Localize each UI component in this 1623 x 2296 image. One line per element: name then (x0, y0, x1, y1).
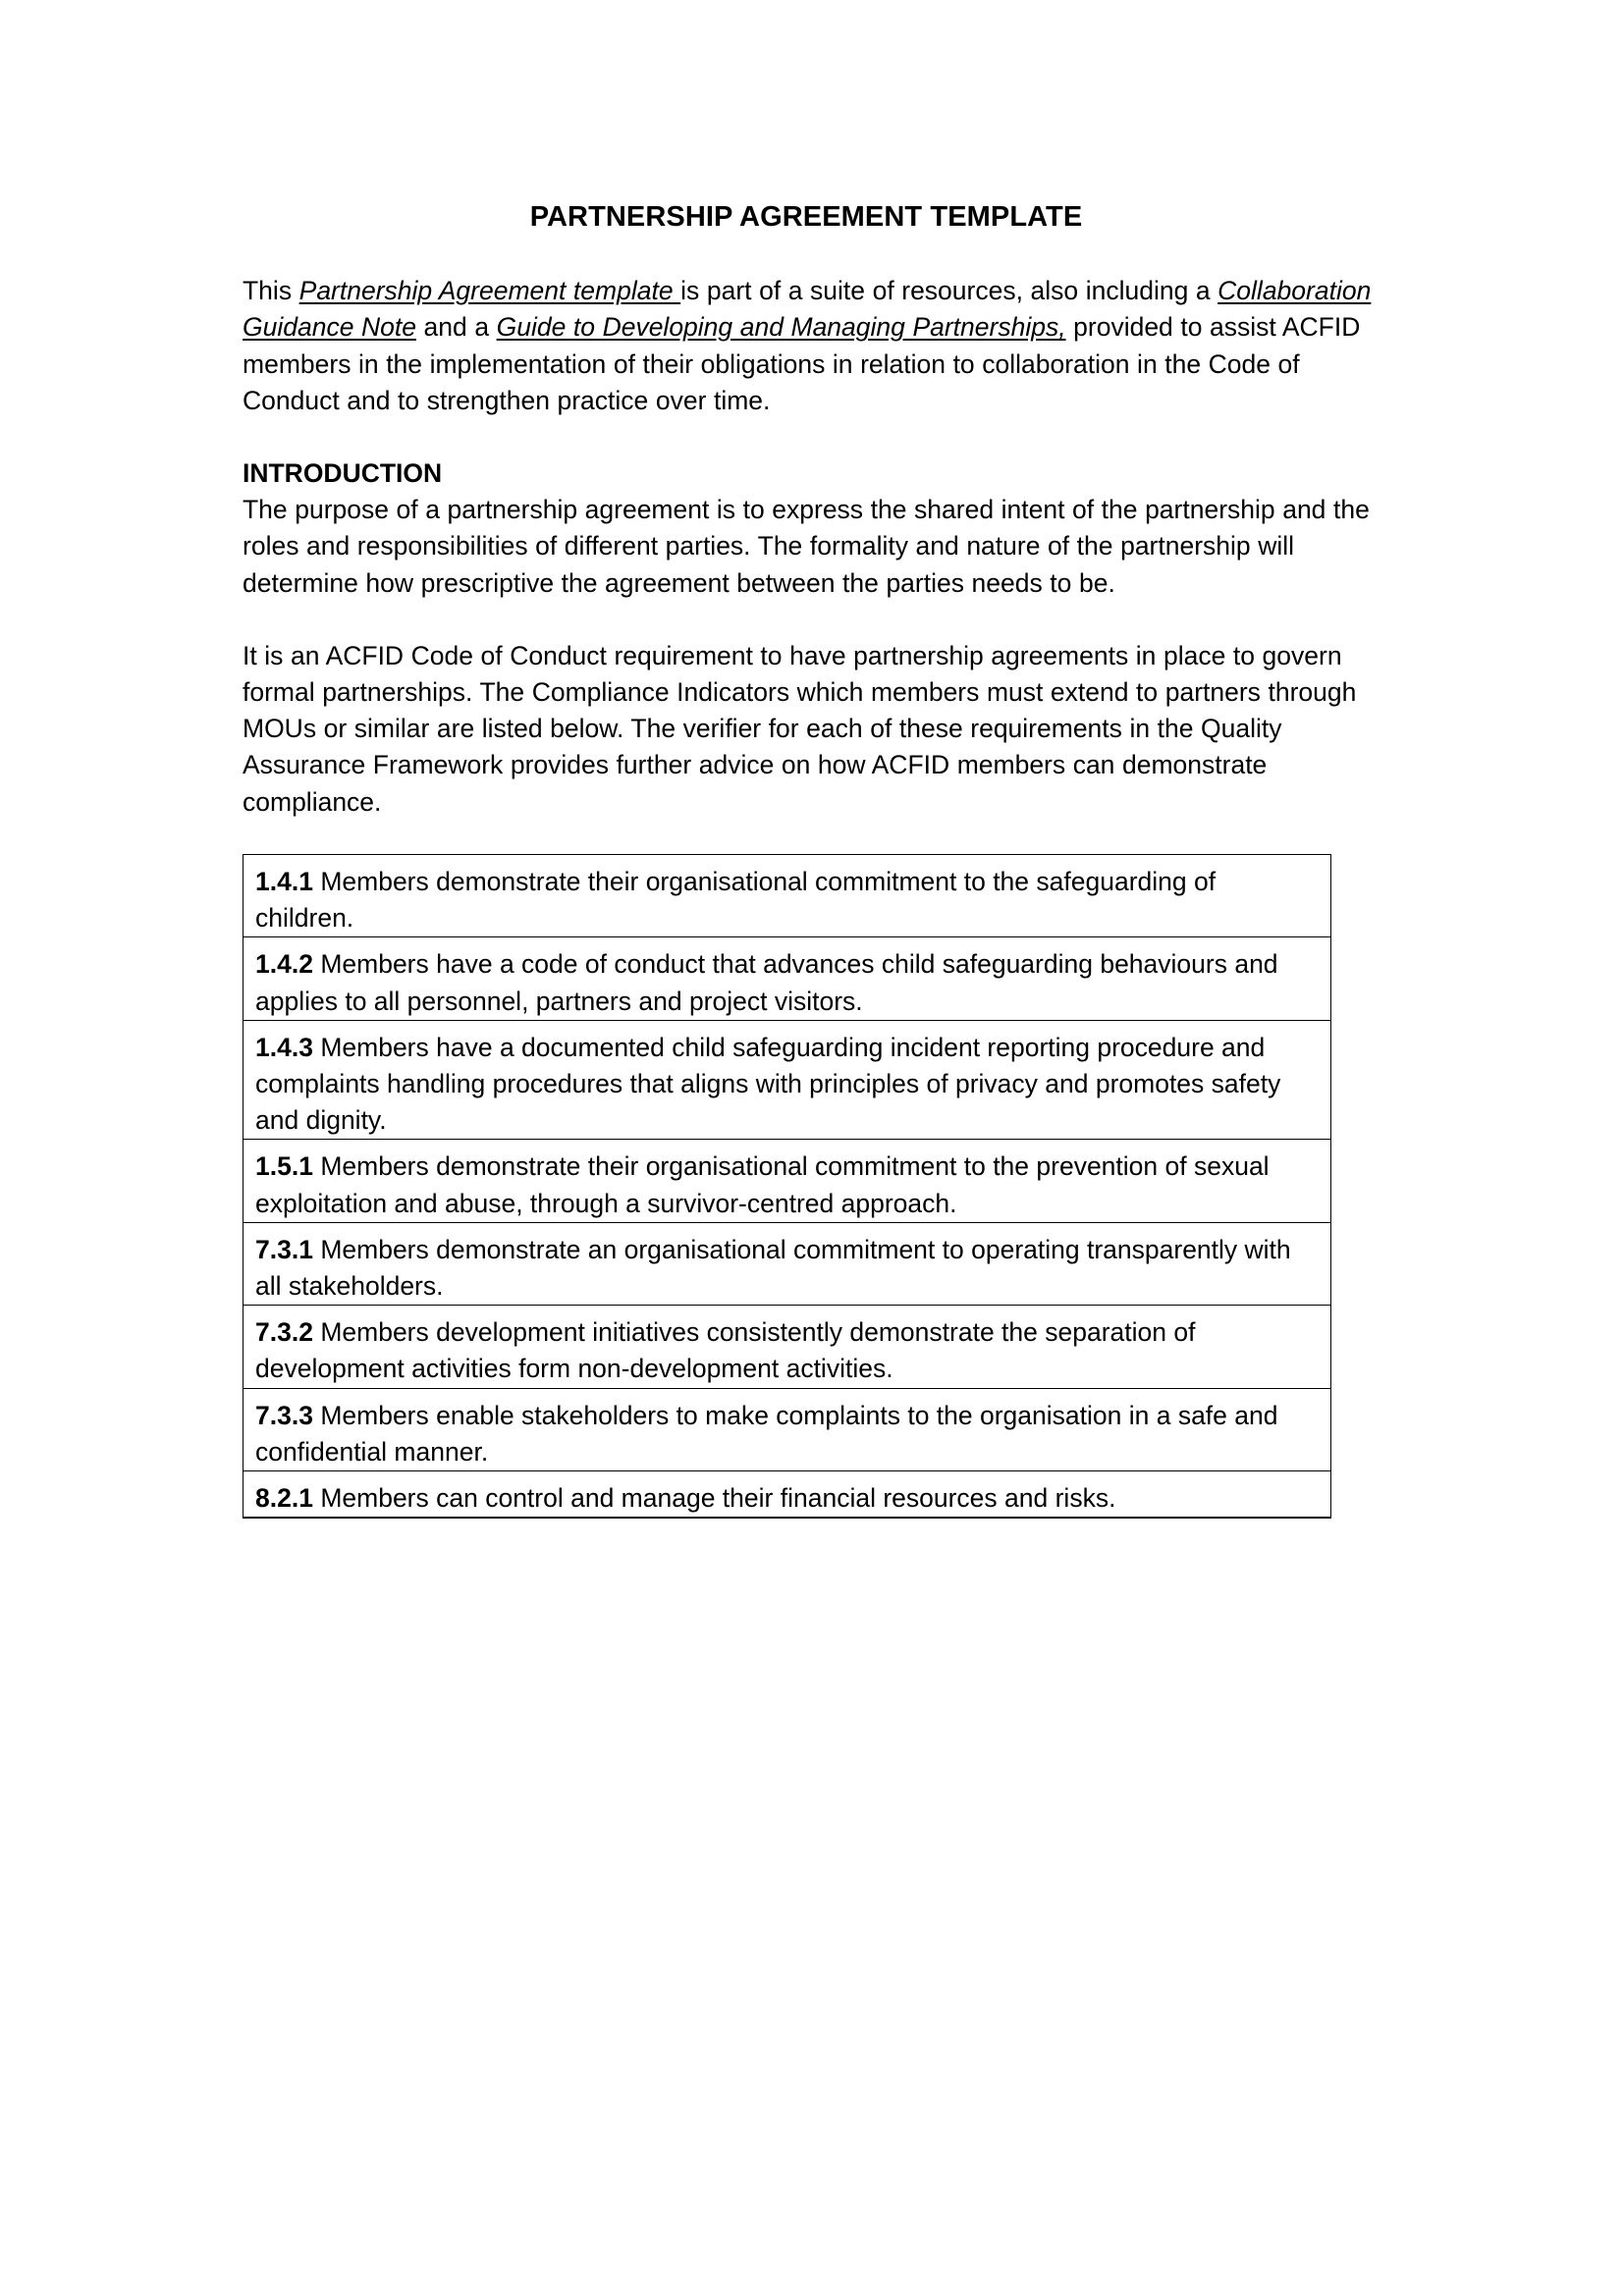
indicator-code: 7.3.1 (255, 1234, 313, 1264)
link-guide-to-developing-and-managing-partnerships[interactable]: Guide to Developing and Managing Partnerships, (496, 312, 1066, 343)
page-content (243, 0, 1372, 1519)
indicator-code: 7.3.3 (255, 1400, 313, 1430)
indicator-code: 1.4.3 (255, 1032, 313, 1062)
intro-tail: provided to assist ACFID members in the implementation of their obligations in relation to collaboration in the Code of Conduct and to strengthen practice over time. (243, 312, 1361, 415)
table-row (243, 854, 1331, 936)
indicator-cell-1-4-1 (243, 854, 1331, 936)
table-row (243, 1388, 1331, 1470)
indicator-cell-7-3-3 (243, 1388, 1331, 1470)
introduction-paragraph-1: The purpose of a partnership agreement is to express the shared intent of the partnership and the roles and responsibilities of different parties. The formality and nature of the partnership will determine how prescriptive the agreement between the parties needs to be. (243, 495, 1370, 598)
indicator-cell-8-2-1 (243, 1470, 1331, 1518)
indicator-code: 7.3.2 (255, 1317, 313, 1348)
indicator-text: Members demonstrate an organisational commitment to operating transparently with all stakeholders. (255, 1234, 1291, 1301)
compliance-indicators-table (243, 854, 1331, 1519)
indicator-cell-1-4-3 (243, 1020, 1331, 1140)
intro-lead-in: This (243, 276, 299, 306)
table-row (243, 1222, 1331, 1305)
intro-paragraph (243, 235, 1372, 419)
indicator-text: Members demonstrate their organisational commitment to the safeguarding of children. (255, 866, 1217, 934)
page-title: PARTNERSHIP AGREEMENT TEMPLATE (529, 201, 1083, 233)
indicator-cell-7-3-1 (243, 1222, 1331, 1305)
table-row (243, 1470, 1331, 1518)
table-row (243, 937, 1331, 1020)
indicator-text: Members development initiatives consistently demonstrate the separation of development activities form non-development activities. (255, 1317, 1196, 1384)
indicator-code: 8.2.1 (255, 1482, 313, 1513)
indicator-text: Members enable stakeholders to make complaints to the organisation in a safe and confidential manner. (255, 1400, 1278, 1467)
introduction-paragraph-2: It is an ACFID Code of Conduct requirement to have partnership agreements in place to govern formal partnerships. The Compliance Indicators which members must extend to partners through MOUs or similar are listed below. The verifier for each of these requirements in the Quality Assurance Framework provides further advice on how ACFID members can demonstrate compliance. (243, 640, 1357, 817)
link-partnership-agreement-template[interactable]: Partnership Agreement template (298, 276, 674, 306)
indicator-text: Members can control and manage their financial resources and risks. (312, 1482, 1116, 1513)
intro-mid-2: and a (415, 312, 497, 343)
table-row (243, 1306, 1331, 1388)
section-heading-introduction: INTRODUCTION (243, 458, 443, 489)
indicator-code: 1.5.1 (255, 1151, 313, 1182)
link-collaboration-guidance-note[interactable]: Collaboration Guidance Note (243, 276, 1372, 343)
indicator-text: Members have a code of conduct that advances child safeguarding behaviours and applies to all personnel, partners and project visitors. (255, 949, 1278, 1016)
indicator-text: Members demonstrate their organisational commitment to the prevention of sexual exploitation and abuse, through a survivor-centred approach. (255, 1151, 1270, 1218)
intro-mid-1: is part of a suite of resources, also including a (680, 276, 1218, 306)
indicator-cell-1-5-1 (243, 1140, 1331, 1222)
table-row (243, 1020, 1331, 1140)
indicator-cell-7-3-2 (243, 1306, 1331, 1388)
table-row (243, 1140, 1331, 1222)
indicator-text: Members have a documented child safeguarding incident reporting procedure and complaints handling procedures that aligns with principles of privacy and promotes safety and dignity. (255, 1032, 1281, 1136)
indicator-code: 1.4.2 (255, 949, 313, 980)
indicator-cell-1-4-2 (243, 937, 1331, 1020)
indicator-code: 1.4.1 (255, 866, 313, 896)
